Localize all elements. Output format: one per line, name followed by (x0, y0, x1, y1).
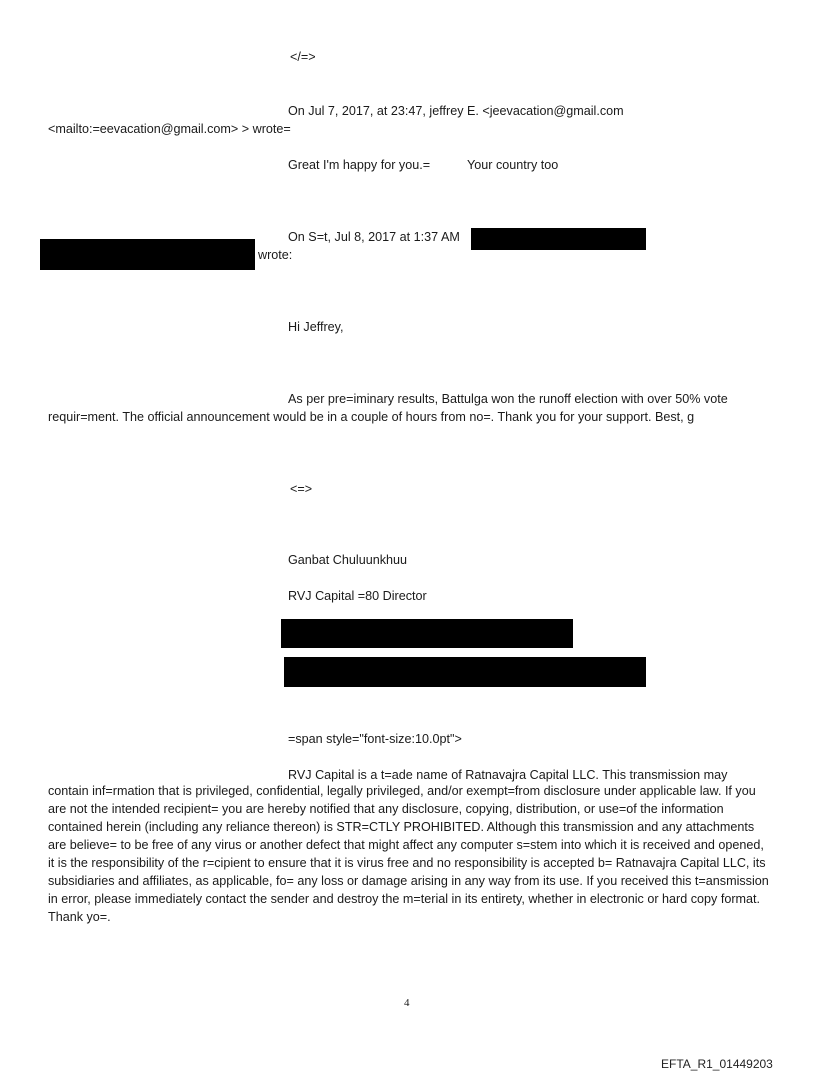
greeting: Hi Jeffrey, (288, 320, 344, 334)
body-line2: requir=ment. The official announcement would be in a couple of hours from no=. Thank you for your support. Best, g (48, 410, 695, 424)
quote2-header-line1: On S=t, Jul 8, 2017 at 1:37 AM (288, 230, 460, 244)
placeholder-tag-artifact: <=> (290, 482, 313, 496)
redaction-block-sender-name (40, 239, 255, 270)
disclaimer-first-line: RVJ Capital is a t=ade name of Ratnavajra Capital LLC. This transmission may (288, 768, 728, 782)
signature-title: RVJ Capital =80 Director (288, 589, 427, 603)
redaction-block-contact-2 (284, 657, 646, 687)
page-number: 4 (404, 997, 410, 1009)
closing-tag-artifact: </=> (290, 50, 316, 64)
body-line1: As per pre=iminary results, Battulga won the runoff election with over 50% vote (288, 392, 728, 406)
bates-stamp: EFTA_R1_01449203 (661, 1057, 773, 1071)
quote1-header-line2: <mailto:=eevacation@gmail.com> > wrote= (48, 122, 291, 136)
redaction-block-contact-1 (281, 619, 573, 648)
quote1-header-line1: On Jul 7, 2017, at 23:47, jeffrey E. <jeevacation@gmail.com (288, 104, 624, 118)
quote2-header-line2-end: wrote: (258, 248, 293, 262)
redaction-block-sender-email (471, 228, 646, 250)
style-artifact: =span style="font-size:10.0pt"> (288, 732, 462, 746)
reply1-text-b: Your country too (467, 158, 559, 172)
reply1-text: Great I'm happy for you.= (288, 158, 431, 172)
disclaimer-body: contain inf=rmation that is privileged, confidential, legally privileged, and/or exempt=from disclosure under applicable law. If you are not the intended recipient= you are hereby notified that any disclosure, copying, distribution, or use=of the information contained herein (including any reliance thereon) is STR=CTLY PROHIBITED. Although this transmission and any attachments are believe= to be free of any virus or another defect that might affect any computer s=stem into which it is received and opened, it is the responsibility of the r=cipient to ensure that it is virus free and no responsibility is accepted b= Ratnavajra Capital LLC, its subsidiaries and affiliates, as applicable, fo= any loss or damage arising in any way from its use. If you received this t=ansmission in error, please immediately contact the sender and destroy the m=terial in its entirety, whether in electronic or hard copy format. Thank yo=. (48, 784, 769, 924)
signature-name: Ganbat Chuluunkhuu (288, 553, 408, 567)
